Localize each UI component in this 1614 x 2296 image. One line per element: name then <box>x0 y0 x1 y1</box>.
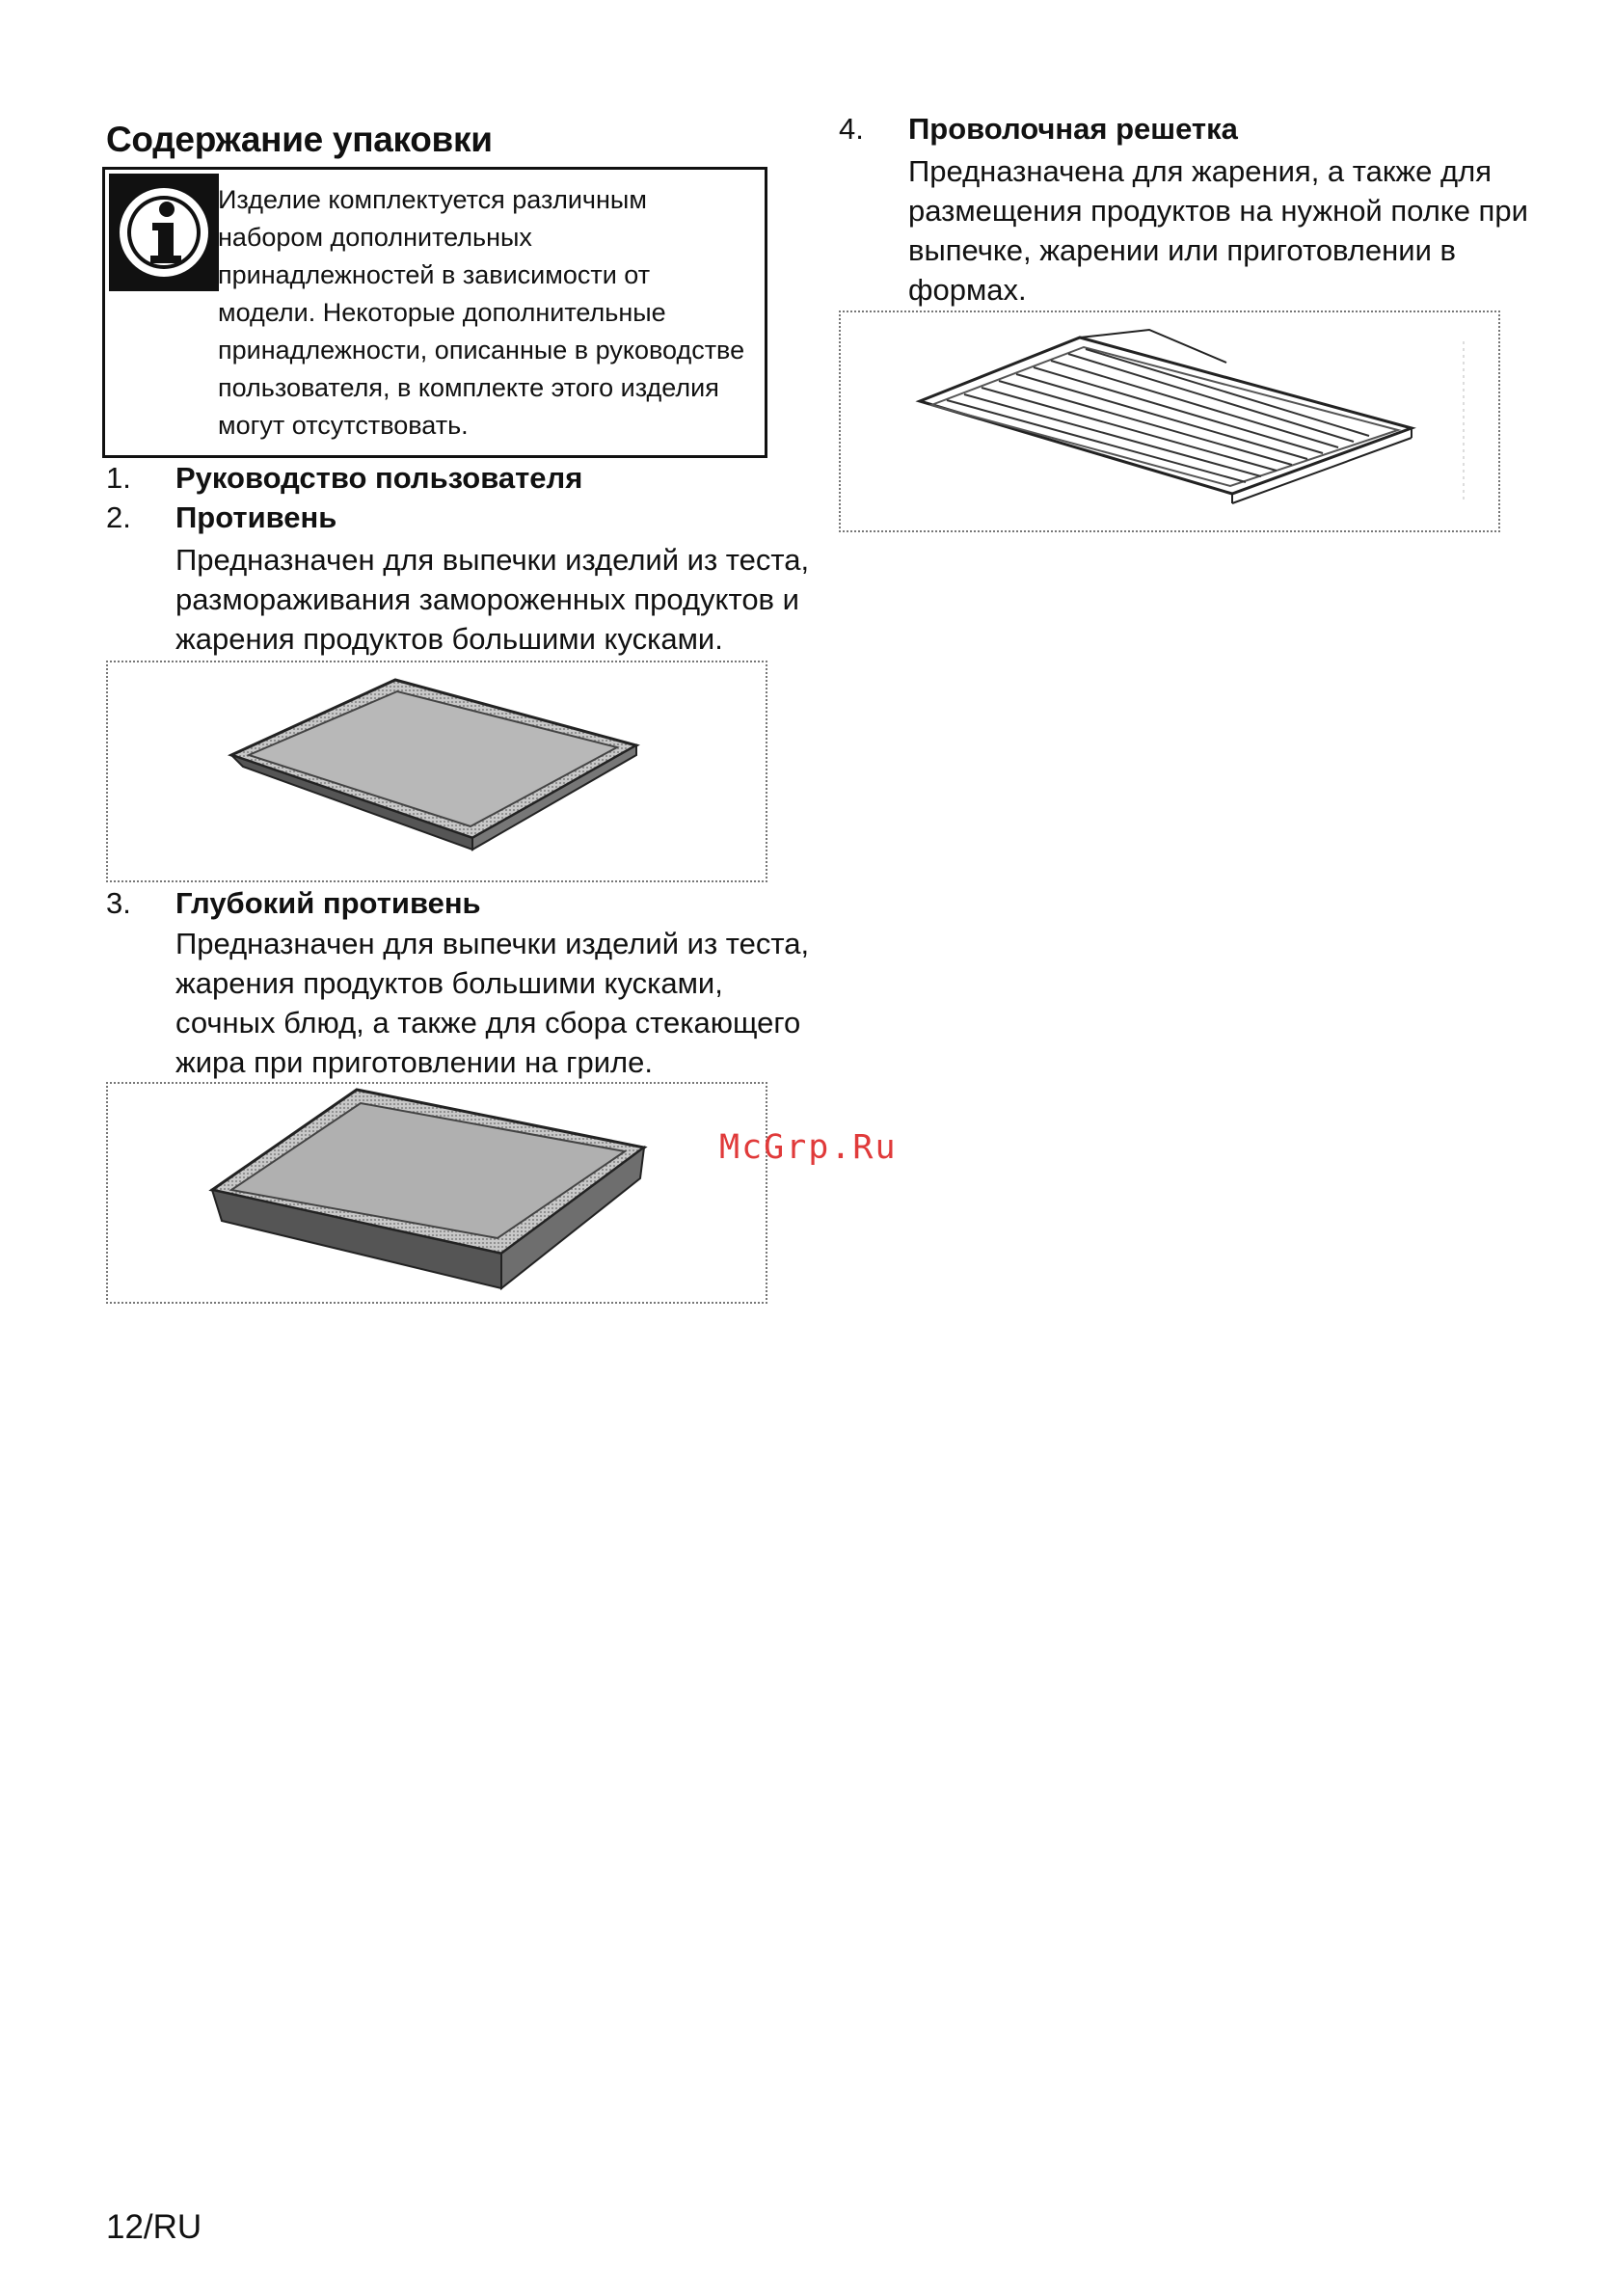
item-number: 3. <box>106 886 131 920</box>
item-number: 4. <box>839 112 864 146</box>
watermark: McGrp.Ru <box>719 1128 898 1167</box>
description-line: жарения продуктов большими кусками, <box>175 966 723 1000</box>
baking-tray-illustration <box>108 662 766 880</box>
item-title: Руководство пользователя <box>175 461 583 495</box>
deep-tray-image <box>106 1082 767 1304</box>
description-line: размораживания замороженных продуктов и <box>175 582 799 616</box>
info-icon <box>109 174 219 291</box>
page-number: 12/RU <box>106 2208 202 2246</box>
description-line: Предназначен для выпечки изделий из теста, <box>175 543 810 577</box>
item-description <box>908 151 1528 310</box>
wire-rack-illustration <box>841 312 1498 530</box>
description-line: выпечке, жарении или приготовлении в <box>908 233 1456 267</box>
description-line: размещения продуктов на нужной полке при <box>908 194 1528 228</box>
description-line: Предназначен для выпечки изделий из теста, <box>175 927 810 960</box>
info-note-line: модели. Некоторые дополнительные <box>218 298 666 327</box>
info-note-line: набором дополнительных <box>218 223 532 252</box>
info-note-text <box>218 181 744 445</box>
item-description <box>175 540 809 659</box>
baking-tray-image <box>106 661 767 882</box>
description-line: сочных блюд, а также для сбора стекающего <box>175 1006 801 1040</box>
item-title: Проволочная решетка <box>908 112 1238 146</box>
description-line: Предназначена для жарения, а также для <box>908 154 1492 188</box>
info-note <box>102 167 767 458</box>
description-line: жарения продуктов большими кусками. <box>175 622 723 656</box>
item-title: Глубокий противень <box>175 886 481 920</box>
deep-tray-illustration <box>108 1084 766 1302</box>
item-description <box>175 924 809 1082</box>
item-number: 1. <box>106 461 131 495</box>
page-title: Содержание упаковки <box>106 120 493 159</box>
info-note-line: принадлежности, описанные в руководстве <box>218 336 745 365</box>
description-line: жира при приготовлении на гриле. <box>175 1045 653 1079</box>
description-line: формах. <box>908 273 1027 307</box>
info-note-line: могут отсутствовать. <box>218 411 469 440</box>
item-title: Противень <box>175 500 337 534</box>
item-number: 2. <box>106 500 131 534</box>
wire-rack-image <box>839 311 1500 532</box>
info-note-line: Изделие комплектуется различным <box>218 185 647 214</box>
info-note-line: принадлежностей в зависимости от <box>218 260 651 289</box>
info-note-line: пользователя, в комплекте этого изделия <box>218 373 719 402</box>
